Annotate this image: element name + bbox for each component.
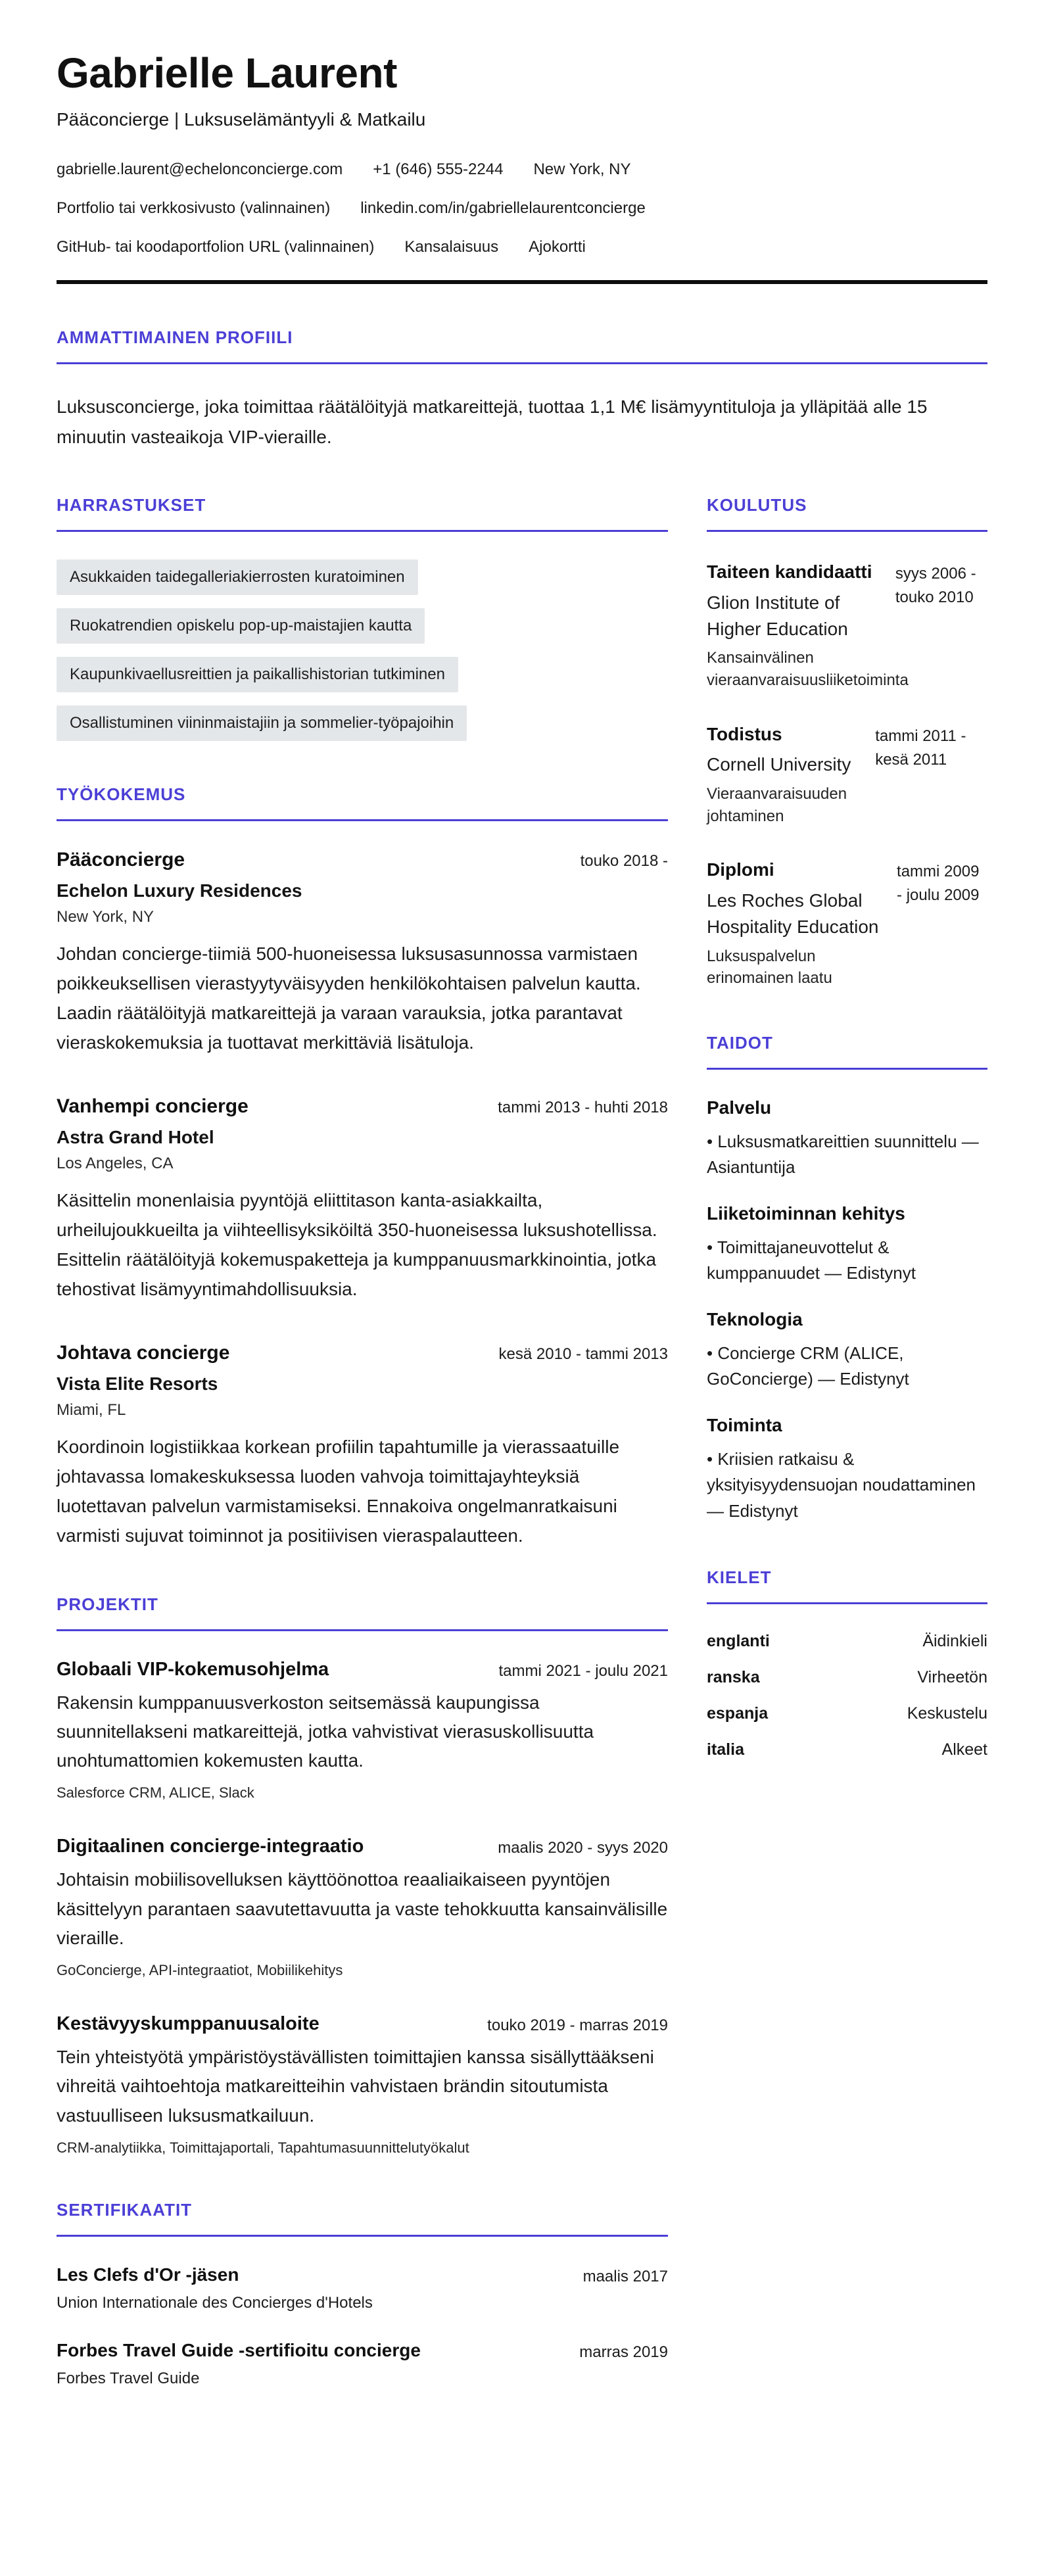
project-tools: CRM-analytiikka, Toimittajaportali, Tapahtumasuunnittelutyökalut bbox=[57, 2139, 469, 2156]
language-row bbox=[707, 1632, 987, 1651]
skill-item: • Luksusmatkareittien suunnittelu — Asiantuntija bbox=[707, 1131, 979, 1178]
education-degree: Taiteen kandidaatti bbox=[707, 561, 872, 583]
certification-entry bbox=[57, 2340, 668, 2388]
hobby-chip: Kaupunkivaellusreittien ja paikallishistorian tutkiminen bbox=[57, 657, 458, 692]
education-details bbox=[707, 722, 863, 828]
language-level: Keskustelu bbox=[907, 1704, 987, 1723]
project-dates: maalis 2020 - syys 2020 bbox=[498, 1839, 668, 1857]
header-divider bbox=[57, 280, 987, 284]
education-details bbox=[707, 857, 885, 989]
education-dates: tammi 2011 - kesä 2011 bbox=[875, 727, 966, 769]
education-field: Luksuspalvelun erinomainen laatu bbox=[707, 947, 832, 988]
education-degree: Diplomi bbox=[707, 859, 774, 880]
right-column bbox=[707, 452, 987, 2388]
language-row bbox=[707, 1704, 987, 1723]
project-header bbox=[57, 1836, 668, 1857]
skill-list bbox=[707, 1097, 987, 1525]
contact-item: Ajokortti bbox=[529, 238, 586, 256]
job-entry bbox=[57, 1095, 668, 1304]
contact-item: GitHub- tai koodaportfolion URL (valinnainen) bbox=[57, 238, 375, 256]
contact-row-3 bbox=[57, 238, 987, 256]
contact-item: Kansalaisuus bbox=[404, 238, 499, 256]
skill-category: Toiminta bbox=[707, 1414, 782, 1435]
education-list bbox=[707, 560, 987, 990]
job-dates: touko 2018 - bbox=[580, 852, 668, 871]
candidate-name: Gabrielle Laurent bbox=[57, 49, 397, 97]
education-dates: syys 2006 - touko 2010 bbox=[895, 565, 976, 607]
project-entry bbox=[57, 1836, 668, 1979]
education-entry bbox=[707, 857, 987, 989]
contact-row-2 bbox=[57, 199, 987, 218]
section-experience bbox=[57, 784, 668, 1551]
project-header bbox=[57, 2013, 668, 2035]
skill-group bbox=[707, 1203, 987, 1287]
section-heading-hobbies: HARRASTUKSET bbox=[57, 495, 668, 532]
education-entry bbox=[707, 722, 987, 828]
project-entry bbox=[57, 1659, 668, 1802]
job-description: Johdan concierge-tiimiä 500-huoneisessa luksusasunnossa varmistaen poikkeuksellisen vierastyytyväisyyden henkilökohtaisen palvelun kautta. Laadin räätälöityjä matkareittejä ja varaan varauksia, jotka parantavat vieraskokemuksia ja tuottavat merkittäviä lisätuloja. bbox=[57, 943, 641, 1053]
language-row bbox=[707, 1740, 987, 1759]
project-dates: touko 2019 - marras 2019 bbox=[487, 2016, 668, 2035]
education-field: Vieraanvaraisuuden johtaminen bbox=[707, 785, 847, 825]
job-location: Miami, FL bbox=[57, 1401, 126, 1419]
job-title: Pääconcierge bbox=[57, 849, 185, 871]
section-certifications bbox=[57, 2200, 668, 2388]
certification-header bbox=[57, 2264, 668, 2286]
section-languages bbox=[707, 1567, 987, 1759]
project-description: Tein yhteistyötä ympäristöystävällisten toimittajien kanssa sisällyttääkseni vihreitä vaihtoehtoja matkareitteihin vahvistaen brändin sitoutumista vastuulliseen luksusmatkailuun. bbox=[57, 2047, 654, 2126]
job-location: Los Angeles, CA bbox=[57, 1155, 174, 1173]
job-description: Koordinoin logistiikkaa korkean profiilin tapahtumille ja vierassaatuille johtavassa lomakeskuksessa luoden vahvoja toimittajayhteyksiä luotettavan palvelun varmistamiseksi. Ennakoiva ongelmanratkaisuni varmisti sujuvat toiminnot ja positiivisen vieraspalautteen. bbox=[57, 1437, 620, 1546]
skill-group bbox=[707, 1097, 987, 1181]
project-description: Rakensin kumppanuusverkoston seitsemässä kaupungissa suunnitellakseni matkareittejä, jotka vahvistivat vierasuskollisuutta unohtumattomien kokemusten kautta. bbox=[57, 1692, 594, 1771]
job-company: Astra Grand Hotel bbox=[57, 1127, 214, 1148]
project-entry bbox=[57, 2013, 668, 2157]
contact-block bbox=[57, 160, 987, 256]
hobby-chip: Osallistuminen viininmaistajiin ja sommelier-työpajoihin bbox=[57, 705, 467, 741]
skill-category: Liiketoiminnan kehitys bbox=[707, 1203, 905, 1224]
job-dates: tammi 2013 - huhti 2018 bbox=[498, 1099, 668, 1117]
skill-item: • Kriisien ratkaisu & yksityisyydensuojan noudattaminen — Edistynyt bbox=[707, 1448, 976, 1521]
section-heading-certifications: SERTIFIKAATIT bbox=[57, 2200, 668, 2237]
hobby-chip: Ruokatrendien opiskelu pop-up-maistajien kautta bbox=[57, 608, 425, 644]
section-projects bbox=[57, 1594, 668, 2157]
job-title: Johtava concierge bbox=[57, 1342, 230, 1364]
section-heading-profile: AMMATTIMAINEN PROFIILI bbox=[57, 327, 987, 364]
education-school: Les Roches Global Hospitality Education bbox=[707, 890, 879, 937]
project-tools: GoConcierge, API-integraatiot, Mobiilikehitys bbox=[57, 1962, 343, 1979]
resume-header bbox=[57, 50, 987, 284]
profile-summary: Luksusconcierge, joka toimittaa räätälöityjä matkareittejä, tuottaa 1,1 M€ lisämyyntituloja ja ylläpitää alle 15 minuutin vasteaikoja VIP-vieraille. bbox=[57, 396, 928, 447]
job-description: Käsittelin monenlaisia pyyntöjä eliittitason kanta-asiakkailta, urheilujoukkueilta ja viihteellisyksiköiltä 350-huoneisessa luksushotellissa. Esittelin räätälöityjä kokemuspaketteja ja kumppanuusmarkkinointia, jotka tehostivat lisämyyntimahdollisuuksia. bbox=[57, 1190, 657, 1299]
certification-dates: maalis 2017 bbox=[582, 2267, 668, 2285]
certification-dates: marras 2019 bbox=[579, 2343, 668, 2361]
language-name: italia bbox=[707, 1740, 744, 1759]
section-heading-languages: KIELET bbox=[707, 1567, 987, 1604]
language-level: Alkeet bbox=[941, 1740, 987, 1759]
education-degree: Todistus bbox=[707, 723, 782, 744]
skill-category: Teknologia bbox=[707, 1308, 803, 1329]
language-row bbox=[707, 1668, 987, 1687]
job-company: Echelon Luxury Residences bbox=[57, 880, 302, 901]
contact-item: linkedin.com/in/gabriellelaurentconcierge bbox=[360, 199, 646, 218]
certification-title: Forbes Travel Guide -sertifioitu concierge bbox=[57, 2339, 421, 2360]
project-dates: tammi 2021 - joulu 2021 bbox=[498, 1661, 668, 1680]
skill-item: • Concierge CRM (ALICE, GoConcierge) — Edistynyt bbox=[707, 1343, 909, 1389]
project-description: Johtaisin mobiilisovelluksen käyttöönottoa reaaliaikaiseen pyyntöjen käsittelyyn parantaen saavutettavuutta ja vaste tehokkuutta kansainvälisille vieraille. bbox=[57, 1869, 668, 1948]
left-column bbox=[57, 452, 668, 2388]
project-tools: Salesforce CRM, ALICE, Slack bbox=[57, 1784, 254, 1801]
contact-item: Portfolio tai verkkosivusto (valinnainen) bbox=[57, 199, 331, 218]
certification-issuer: Union Internationale des Concierges d'Hotels bbox=[57, 2293, 373, 2312]
education-school: Glion Institute of Higher Education bbox=[707, 592, 848, 639]
language-level: Virheetön bbox=[917, 1668, 987, 1687]
section-hobbies bbox=[57, 495, 668, 741]
project-header bbox=[57, 1659, 668, 1681]
contact-item: +1 (646) 555-2244 bbox=[373, 160, 504, 179]
project-list bbox=[57, 1659, 668, 2157]
section-heading-skills: TAIDOT bbox=[707, 1033, 987, 1070]
job-dates: kesä 2010 - tammi 2013 bbox=[498, 1345, 668, 1364]
language-list bbox=[707, 1632, 987, 1759]
job-header bbox=[57, 849, 668, 871]
section-profile bbox=[57, 327, 987, 452]
language-name: espanja bbox=[707, 1704, 769, 1723]
language-name: englanti bbox=[707, 1632, 770, 1651]
project-title: Kestävyyskumppanuusaloite bbox=[57, 2013, 320, 2035]
certification-issuer: Forbes Travel Guide bbox=[57, 2369, 200, 2387]
certification-header bbox=[57, 2340, 668, 2362]
candidate-title: Pääconcierge | Luksuselämäntyyli & Matkailu bbox=[57, 109, 426, 130]
job-header bbox=[57, 1095, 668, 1118]
section-heading-education: KOULUTUS bbox=[707, 495, 987, 532]
job-list bbox=[57, 849, 668, 1551]
hobby-chip: Asukkaiden taidegalleriakierrosten kuratoiminen bbox=[57, 560, 418, 595]
education-details bbox=[707, 560, 909, 691]
skill-group bbox=[707, 1415, 987, 1525]
education-field: Kansainvälinen vieraanvaraisuusliiketoiminta bbox=[707, 649, 909, 689]
language-name: ranska bbox=[707, 1668, 760, 1687]
contact-item: New York, NY bbox=[533, 160, 631, 179]
education-dates: tammi 2009 - joulu 2009 bbox=[897, 863, 980, 905]
section-heading-experience: TYÖKOKEMUS bbox=[57, 784, 668, 821]
skill-group bbox=[707, 1309, 987, 1393]
job-company: Vista Elite Resorts bbox=[57, 1373, 218, 1395]
certification-list bbox=[57, 2264, 668, 2388]
columns bbox=[57, 452, 987, 2388]
skill-category: Palvelu bbox=[707, 1097, 772, 1118]
project-title: Globaali VIP-kokemusohjelma bbox=[57, 1658, 329, 1680]
section-heading-projects: PROJEKTIT bbox=[57, 1594, 668, 1631]
contact-item: gabrielle.laurent@echelonconcierge.com bbox=[57, 160, 343, 179]
job-entry bbox=[57, 849, 668, 1057]
job-entry bbox=[57, 1342, 668, 1550]
job-location: New York, NY bbox=[57, 908, 154, 926]
education-entry bbox=[707, 560, 987, 691]
education-school: Cornell University bbox=[707, 754, 851, 775]
certification-entry bbox=[57, 2264, 668, 2312]
project-title: Digitaalinen concierge-integraatio bbox=[57, 1836, 364, 1857]
hobby-chip-list bbox=[57, 560, 668, 741]
language-level: Äidinkieli bbox=[922, 1632, 987, 1651]
section-skills bbox=[707, 1033, 987, 1525]
contact-row-1 bbox=[57, 160, 987, 179]
skill-item: • Toimittajaneuvottelut & kumppanuudet — Edistynyt bbox=[707, 1237, 916, 1283]
job-title: Vanhempi concierge bbox=[57, 1095, 249, 1118]
section-education bbox=[707, 495, 987, 990]
certification-title: Les Clefs d'Or -jäsen bbox=[57, 2264, 239, 2285]
job-header bbox=[57, 1342, 668, 1364]
